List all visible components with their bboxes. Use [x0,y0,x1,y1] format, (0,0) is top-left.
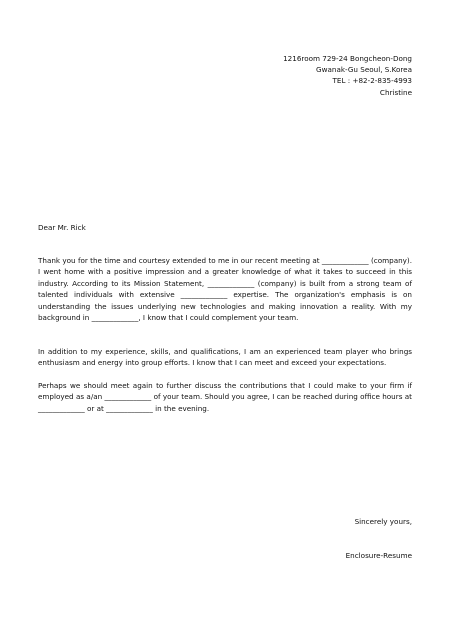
body-paragraph-1: Thank you for the time and courtesy extended to me in our recent meeting at _____________ (company). I went home with a positive impression and a greater knowledge of what it takes to succeed in this industry. According to its Mission Statement, _____________ (company) is built from a strong team of talented individuals with extensive _____________ expertise. The organization's emphasis is on understanding the issues underlying new technologies and making innovation a reality. With my background in _____________, I know that I could complement your team. [38,256,412,323]
body-paragraph-2: In addition to my experience, skills, and qualifications, I am an experienced team player who brings enthusiasm and energy into group efforts. I know that I can meet and exceed your expectations. [38,347,412,368]
sender-address-block [212,53,412,98]
body-paragraph-3: Perhaps we should meet again to further discuss the contributions that I could make to your firm if employed as a/an _____________ of your team. Should you agree, I can be reached during office hours at _____________ or at _____________ in the evening. [38,381,412,413]
salutation: Dear Mr. Rick [38,223,86,232]
telephone: TEL : +82-2-835-4993 [332,76,412,86]
address-line-1: 1216room 729-24 Bongcheon-Dong [283,54,412,63]
enclosure-note: Enclosure-Resume [345,551,412,560]
address-line-2: Gwanak-Gu Seoul, S.Korea [316,65,412,75]
closing: Sincerely yours, [354,517,412,526]
sender-name: Christine [379,87,412,97]
